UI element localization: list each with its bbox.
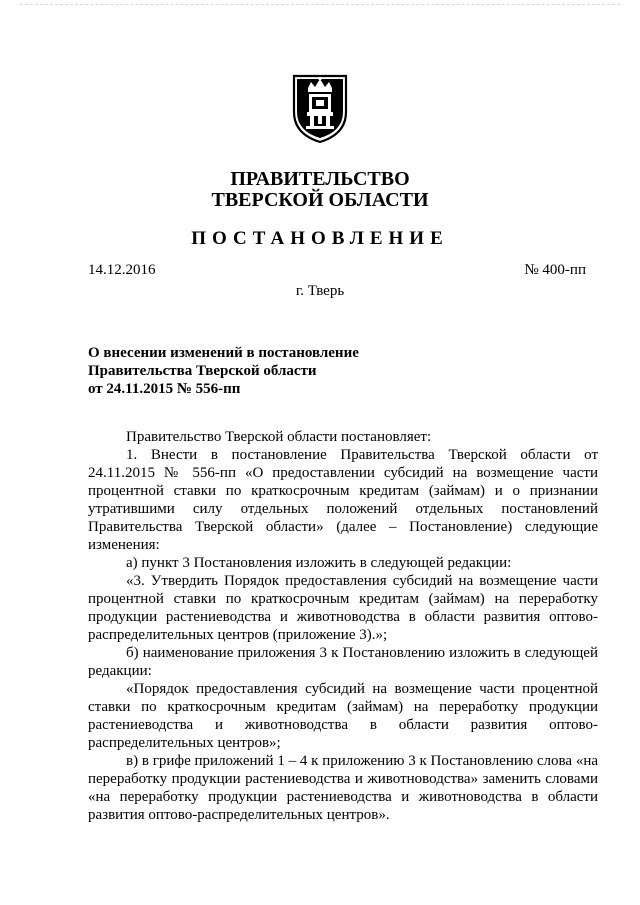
title-line2: Правительства Тверской области (88, 363, 317, 379)
title-line1: О внесении изменений в постановление (88, 345, 359, 361)
document-title (88, 344, 408, 398)
document-type: ПОСТАНОВЛЕНИЕ (191, 228, 449, 249)
body-paragraph-item-v: в) в грифе приложений 1 – 4 к приложению 3 к Постановлению слова «на переработку продукции растениеводства и животноводства» заменить словами «на переработку продукции растениеводства и животноводства в области развития оптово-распределительных центров». (88, 753, 598, 823)
organization-name-line2: ТВЕРСКОЙ ОБЛАСТИ (211, 189, 429, 211)
body-paragraph-item1: 1. Внести в постановление Правительства Тверской области от 24.11.2015 № 556-пп «О предоставлении субсидий на возмещение части процентной ставки по краткосрочным кредитам (займам) и о признании утратившими силу отдельных положений отдельных постановлений Правительства Тверской области» (далее – Постановление) следующие изменения: (88, 447, 598, 553)
organization-name-line1: ПРАВИТЕЛЬСТВО (230, 168, 410, 190)
document-body (88, 428, 598, 824)
body-paragraph-quote-3: «3. Утвердить Порядок предоставления субсидий на возмещение части процентной ставки по краткосрочным кредитам (займам) на переработку продукции растениеводства и животноводства в области развития оптово-распределительных центров (приложение 3).»; (88, 573, 598, 643)
document-date: 14.12.2016 (88, 262, 156, 278)
scan-edge-artifact (20, 0, 620, 5)
document-city: г. Тверь (295, 283, 345, 299)
body-paragraph-preamble: Правительство Тверской области постановляет: (126, 429, 432, 445)
title-line3: от 24.11.2015 № 556-пп (88, 381, 241, 397)
tver-coat-of-arms-icon (288, 68, 352, 146)
body-paragraph-item-a: а) пункт 3 Постановления изложить в следующей редакции: (126, 555, 512, 571)
body-paragraph-quote-order: «Порядок предоставления субсидий на возмещение части процентной ставки по краткосрочным кредитам (займам) на переработку продукции растениеводства и животноводства в области развития оптово-распределительных центров»; (88, 681, 598, 751)
body-paragraph-item-b: б) наименование приложения 3 к Постановлению изложить в следующей редакции: (88, 645, 598, 679)
document-number: № 400-пп (524, 262, 586, 278)
